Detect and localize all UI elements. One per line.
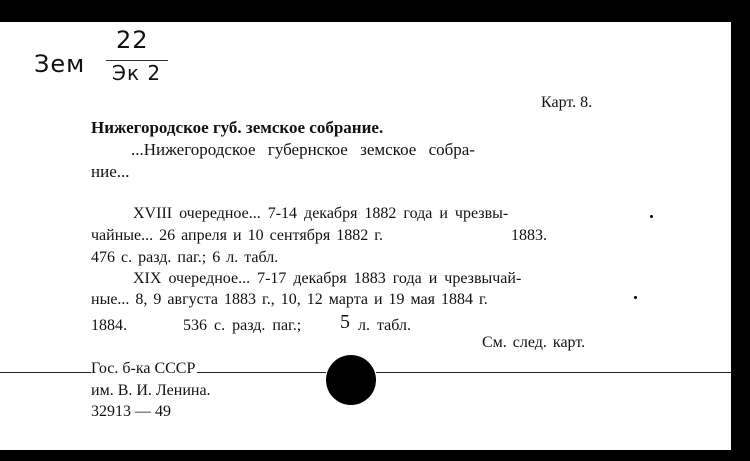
entry1-line-3: 476 с. разд. паг.; 6 л. табл.: [91, 249, 279, 266]
subtitle-line-2: ние...: [91, 162, 130, 181]
entry2-plates: л. табл.: [358, 317, 411, 334]
entry2-line-1: XIX очередное... 7-17 декабря 1883 года и чрезвычай-: [133, 270, 522, 287]
subtitle-line-1: ...Нижегородское губернское земское собра-: [131, 140, 475, 159]
see-next-card: См. след. карт.: [482, 334, 586, 351]
speck-mark: [650, 215, 653, 218]
entry1-line-2: чайные... 26 апреля и 10 сентября 1882 г.: [91, 227, 383, 244]
entry2-year: 1884.: [91, 317, 127, 334]
speck-mark: [634, 296, 637, 299]
library-line-1: Гос. б-ка СССР: [91, 360, 196, 377]
entry1-line-1: XVIII очередное... 7-14 декабря 1882 года и чрезвы-: [133, 205, 509, 222]
punch-hole: [326, 355, 376, 405]
card-heading: Нижегородское губ. земское собрание.: [91, 118, 384, 137]
card-number: Карт. 8.: [541, 94, 593, 111]
entry1-year: 1883.: [511, 227, 547, 244]
entry2-pages: 536 с. разд. паг.;: [183, 317, 302, 334]
entry2-line-2: ные... 8, 9 августа 1883 г., 10, 12 марта и 19 мая 1884 г.: [91, 291, 488, 308]
handwritten-prefix: Зем: [34, 50, 86, 78]
catalog-card: [0, 22, 731, 450]
handwritten-denominator: Эк 2: [112, 61, 162, 85]
handwritten-numerator: 22: [116, 26, 149, 54]
library-code: 32913 — 49: [91, 403, 171, 420]
entry2-plates-number: 5: [340, 311, 350, 333]
library-line-2: им. В. И. Ленина.: [91, 382, 211, 399]
divider-right: [376, 372, 731, 373]
